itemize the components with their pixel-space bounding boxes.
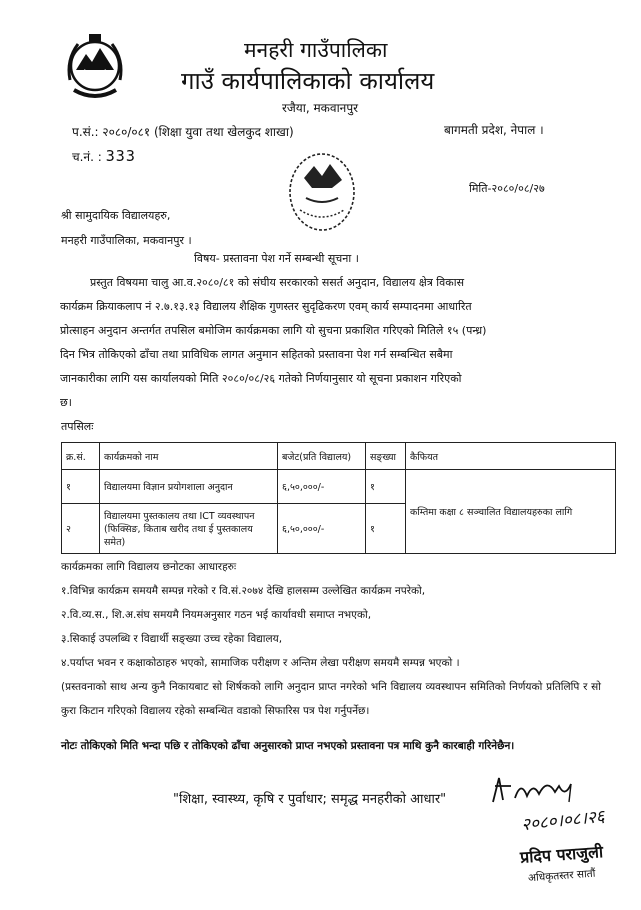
criteria-heading: कार्यक्रमका लागि विद्यालय छनोटका आधारहरुः [61, 561, 237, 573]
cell-count: १ [366, 470, 406, 504]
table-row [62, 470, 616, 504]
selection-criteria [61, 555, 601, 723]
body-paragraph [60, 271, 580, 415]
criteria-item: २.वि.व्य.स., शि.अ.संघ समयमै नियमअनुसार गठन भई कार्यावधी समाप्त नभएको, [61, 609, 372, 621]
criteria-paragraph: (प्रस्तवनाको साथ अन्य कुनै निकायबाट सो शिर्षकको लागि अनुदान प्राप्त नगरेको भनि विद्यालय व्यवस्थापन समितिको निर्णयको प्रतिलिपि र सो कुरा किटान गरिएको विद्यालय रहेको सम्बन्धित वडाको सिफारिस पत्र पेश गर्नुपर्नेछ। [61, 681, 601, 717]
header-budget: बजेट(प्रति विद्यालय) [278, 443, 366, 470]
addressee-line2: मनहरी गाउँपालिका, मकवानपुर । [61, 234, 192, 247]
note: नोटः तोकिएको मिति भन्दा पछि र तोकिएको ढाँचा अनुसारको प्राप्त नभएको प्रस्तावना पत्र माथि कुनै कारबाही गरिनेछैन। [61, 740, 515, 752]
body-line: जानकारीका लागि यस कार्यालयको मिति २०८०/०८/२६ गतेको निर्णयानुसार यो सूचना प्रकाशन गरिएको [60, 372, 462, 385]
chalani-number [72, 147, 136, 165]
criteria-item: ३.सिकाई उपलब्धि र विद्यार्थी सङ्ख्या उच्च रहेका विद्यालय, [61, 633, 283, 645]
office-seal-icon [282, 148, 362, 236]
criteria-item: १.विभिन्न कार्यक्रम समयमै सम्पन्न गरेको र वि.सं.२०७४ देखि हालसम्म उल्लेखित कार्यक्रम नपरेको, [61, 585, 426, 597]
body-line: दिन भित्र तोकिएको ढाँचा तथा प्राविधिक लागत अनुमान सहितको प्रस्तावना पेश गर्न सम्बन्धित सबैमा [60, 348, 453, 361]
body-line: प्रस्तुत विषयमा चालु आ.व.२०८०/८१ को संघीय सरकारको ससर्त अनुदान, विद्यालय क्षेत्र विकास [90, 276, 465, 289]
tapasil-label: तपसिलः [61, 420, 94, 433]
cell-name: विद्यालयमा विज्ञान प्रयोगशाला अनुदान [100, 470, 278, 504]
program-table [61, 442, 616, 554]
letterhead-location: रजैया, मकवानपुर [282, 101, 359, 115]
province: बागमती प्रदेश, नेपाल । [444, 123, 544, 137]
body-line: छ। [60, 396, 72, 409]
cell-remark: कम्तिमा कक्षा ८ सञ्चालित विद्यालयहरुका लागि [406, 470, 616, 554]
header-sn: क्र.सं. [62, 443, 100, 470]
signatory-name: प्रदिप पराजुली [519, 842, 604, 867]
cell-budget: ६,५०,०००/- [278, 504, 366, 554]
table-header-row [62, 443, 616, 470]
letterhead-municipality: मनहरी गाउँपालिका [244, 38, 388, 62]
chalani-label: च.नं. : [72, 150, 102, 164]
header-count: सङ्ख्या [366, 443, 406, 470]
letterhead-office: गाउँ कार्यपालिकाको कार्यालय [181, 67, 435, 95]
subject: विषय- प्रस्तावना पेश गर्ने सम्बन्धी सूचना । [194, 252, 359, 265]
header-name: कार्यक्रमको नाम [100, 443, 278, 470]
header-remark: कैफियत [406, 443, 616, 470]
body-line: प्रोत्साहन अनुदान अन्तर्गत तपसिल बमोजिम कार्यक्रमका लागि यो सुचना प्रकाशित गरिएको मितिले १५ (पन्ध्र) [60, 324, 487, 337]
criteria-item: ४.पर्याप्त भवन र कक्षाकोठाहरु भएको, सामाजिक परीक्षण र अन्तिम लेखा परीक्षण समयमै सम्पन्न भएको । [61, 657, 460, 669]
cell-sn: १ [62, 470, 100, 504]
body-line: कार्यक्रम क्रियाकलाप नं २.७.१३.१३ विद्यालय शैक्षिक गुणस्तर सुदृढिकरण एवम् कार्य सम्पादनमा आधारित [60, 300, 472, 313]
cell-sn: २ [62, 504, 100, 554]
patra-sankhya: प.सं.: २०८०/०८१ (शिक्षा युवा तथा खेलकुद शाखा) [72, 125, 294, 139]
addressee-line1: श्री सामुदायिक विद्यालयहरु, [61, 209, 171, 222]
letter-date: मिति-२०८०/०८/२७ [469, 182, 545, 195]
signature-date: २०८०।०८।२६ [520, 806, 606, 836]
cell-count: १ [366, 504, 406, 554]
signatory-title: अधिकृतस्तर सातौं [527, 867, 596, 885]
chalani-value: 333 [105, 147, 136, 165]
nepal-emblem-icon [60, 30, 130, 104]
slogan: "शिक्षा, स्वास्थ्य, कृषि र पुर्वाधार; समृद्ध मनहरीको आधार" [173, 792, 447, 807]
cell-budget: ६,५०,०००/- [278, 470, 366, 504]
cell-name: विद्यालयमा पुस्तकालय तथा ICT व्यवस्थापन (फिक्सिङ, किताब खरीद तथा ई पुस्तकालय समेत) [100, 504, 278, 554]
